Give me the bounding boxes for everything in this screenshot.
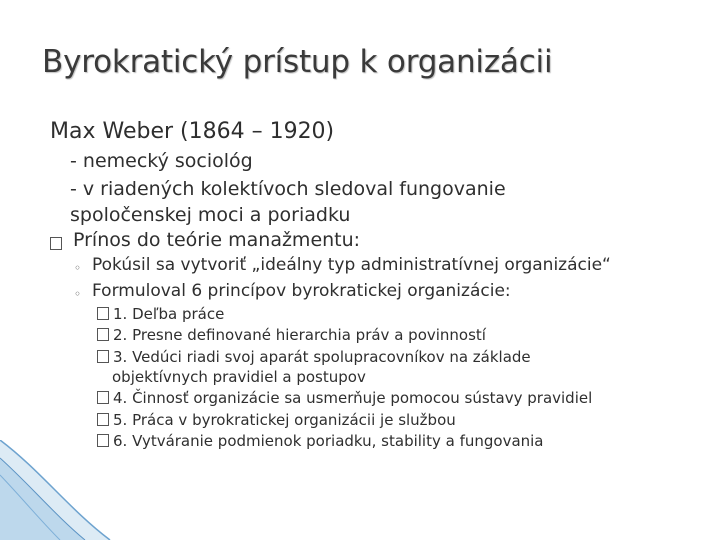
- circle-bullet-icon: ◦: [74, 261, 82, 275]
- sub-bullet-text: Formuloval 6 princípov byrokratickej organizácie:: [92, 281, 511, 301]
- principle-item: 2. Presne definované hierarchia práv a povinností: [97, 326, 486, 344]
- principle-item: 4. Činnosť organizácie sa usmerňuje pomocou sústavy pravidiel: [97, 389, 592, 407]
- intro-line: spoločenskej moci a poriadku: [70, 204, 351, 226]
- square-bullet-icon: [97, 413, 109, 426]
- circle-bullet-icon: ◦: [74, 287, 82, 301]
- main-bullet-text: Prínos do teórie manažmentu:: [73, 229, 361, 251]
- decorative-swoosh: [0, 440, 720, 540]
- section-heading: Max Weber (1864 – 1920): [50, 119, 335, 144]
- principle-item: 1. Deľba práce: [97, 305, 224, 323]
- square-bullet-icon: [50, 234, 66, 253]
- intro-line: - v riadených kolektívoch sledoval fungovanie: [70, 178, 506, 200]
- principle-item: 6. Vytváranie podmienok poriadku, stability a fungovania: [97, 432, 544, 450]
- principle-item: 3. Vedúci riadi svoj aparát spolupracovníkov na základe: [97, 348, 531, 366]
- slide-title: Byrokratický prístup k organizácii: [42, 44, 553, 80]
- square-bullet-icon: [97, 350, 109, 363]
- square-bullet-icon: [97, 391, 109, 404]
- principle-item-continuation: objektívnych pravidiel a postupov: [112, 368, 366, 386]
- sub-bullet-text: Pokúsil sa vytvoriť „ideálny typ administratívnej organizácie“: [92, 255, 611, 275]
- intro-line: - nemecký sociológ: [70, 150, 253, 172]
- principle-item: 5. Práca v byrokratickej organizácii je službou: [97, 411, 456, 429]
- square-bullet-icon: [97, 328, 109, 341]
- square-bullet-icon: [97, 307, 109, 320]
